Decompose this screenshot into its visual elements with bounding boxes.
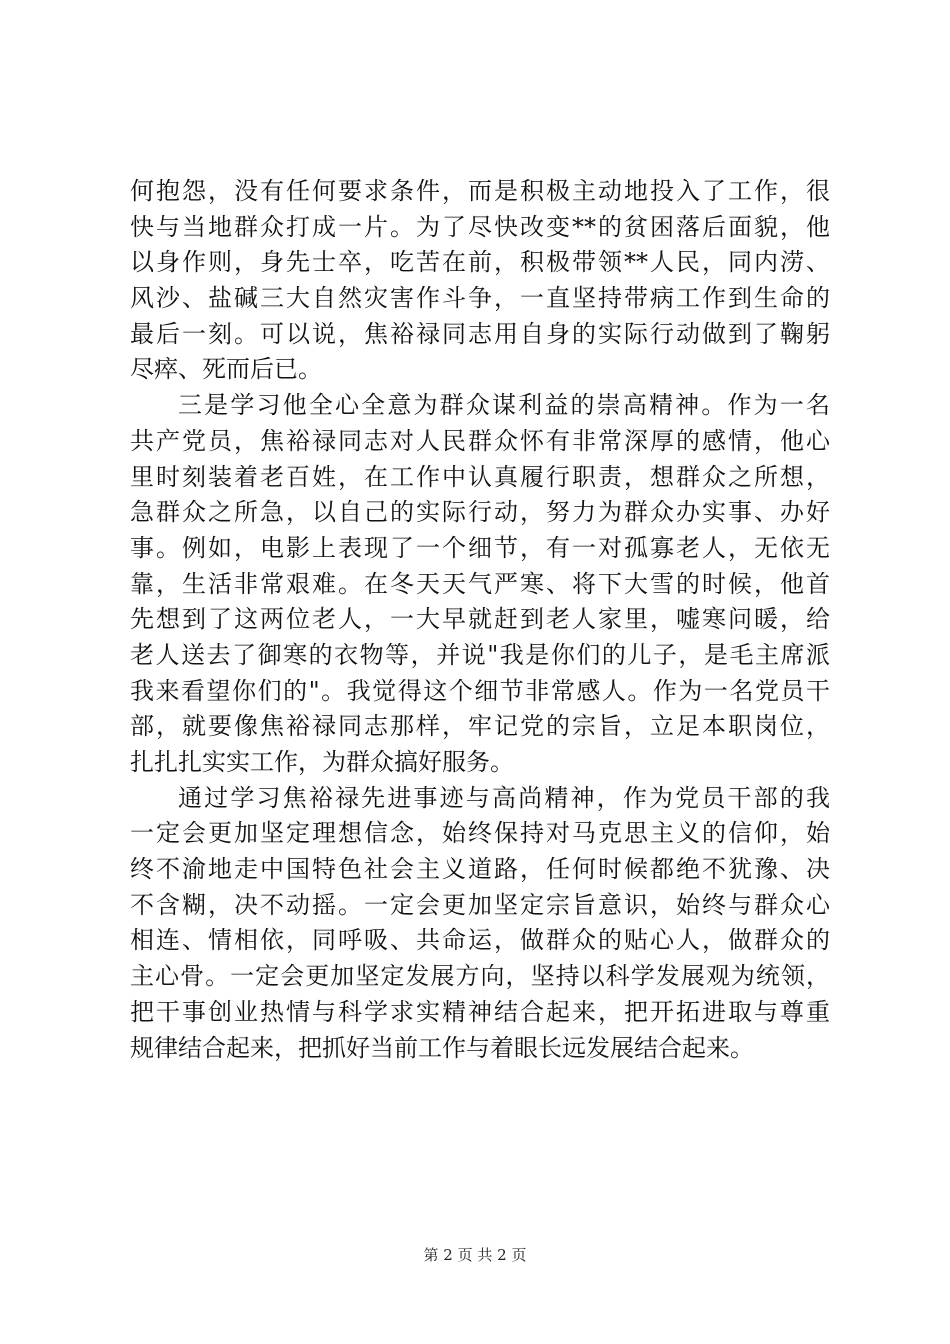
paragraph-3 (130, 781, 830, 1067)
paragraph-2 (130, 388, 830, 781)
text-line: 靠，生活非常艰难。在冬天天气严寒、将下大雪的时候，他首 (130, 569, 830, 598)
text-line: 何抱怨，没有任何要求条件，而是积极主动地投入了工作，很 (130, 177, 830, 205)
text-line: 三是学习他全心全意为群众谋利益的崇高精神。作为一名 (178, 391, 830, 420)
text-line: 终不渝地走中国特色社会主义道路，任何时候都绝不犹豫、决 (130, 855, 830, 884)
text-line: 最后一刻。可以说，焦裕禄同志用自身的实际行动做到了鞠躬 (130, 319, 830, 348)
text-line: 扎扎扎实实工作，为群众搞好服务。 (130, 748, 514, 776)
text-line: 事。例如，电影上表现了一个细节，有一对孤寡老人，无依无 (130, 533, 830, 562)
text-line: 一定会更加坚定理想信念，始终保持对马克思主义的信仰，始 (130, 819, 830, 848)
document-body (130, 174, 830, 1066)
text-line: 不含糊，决不动摇。一定会更加坚定宗旨意识，始终与群众心 (130, 890, 830, 919)
text-line: 通过学习焦裕禄先进事迹与高尚精神，作为党员干部的我 (178, 783, 830, 812)
text-line: 尽瘁、死而后已。 (130, 355, 322, 384)
text-line: 急群众之所急，以自己的实际行动，努力为群众办实事、办好 (130, 498, 830, 527)
page-number-footer: 第 2 页 共 2 页 (423, 1246, 527, 1264)
text-line: 部，就要像焦裕禄同志那样，牢记党的宗旨，立足本职岗位， (130, 712, 830, 741)
text-line: 以身作则，身先士卒，吃苦在前，积极带领**人民，同内涝、 (130, 248, 830, 277)
text-line: 快与当地群众打成一片。为了尽快改变**的贫困落后面貌，他 (130, 212, 830, 241)
text-line: 共产党员，焦裕禄同志对人民群众怀有非常深厚的感情，他心 (130, 426, 830, 455)
text-line: 规律结合起来，把抓好当前工作与着眼长远发展结合起来。 (130, 1033, 754, 1062)
paragraph-1 (130, 174, 830, 388)
text-line: 我来看望你们的"。我觉得这个细节非常感人。作为一名党员干 (130, 676, 830, 705)
text-line: 主心骨。一定会更加坚定发展方向，坚持以科学发展观为统领， (130, 962, 830, 991)
text-line: 把干事创业热情与科学求实精神结合起来，把开拓进取与尊重 (130, 997, 830, 1026)
text-line: 里时刻装着老百姓，在工作中认真履行职责，想群众之所想， (130, 462, 830, 491)
text-line: 风沙、盐碱三大自然灾害作斗争，一直坚持带病工作到生命的 (130, 284, 830, 313)
text-line: 先想到了这两位老人，一大早就赶到老人家里，嘘寒问暖，给 (130, 605, 830, 634)
text-line: 老人送去了御寒的衣物等，并说"我是你们的儿子，是毛主席派 (130, 640, 830, 669)
text-line: 相连、情相依，同呼吸、共命运，做群众的贴心人，做群众的 (130, 926, 830, 955)
